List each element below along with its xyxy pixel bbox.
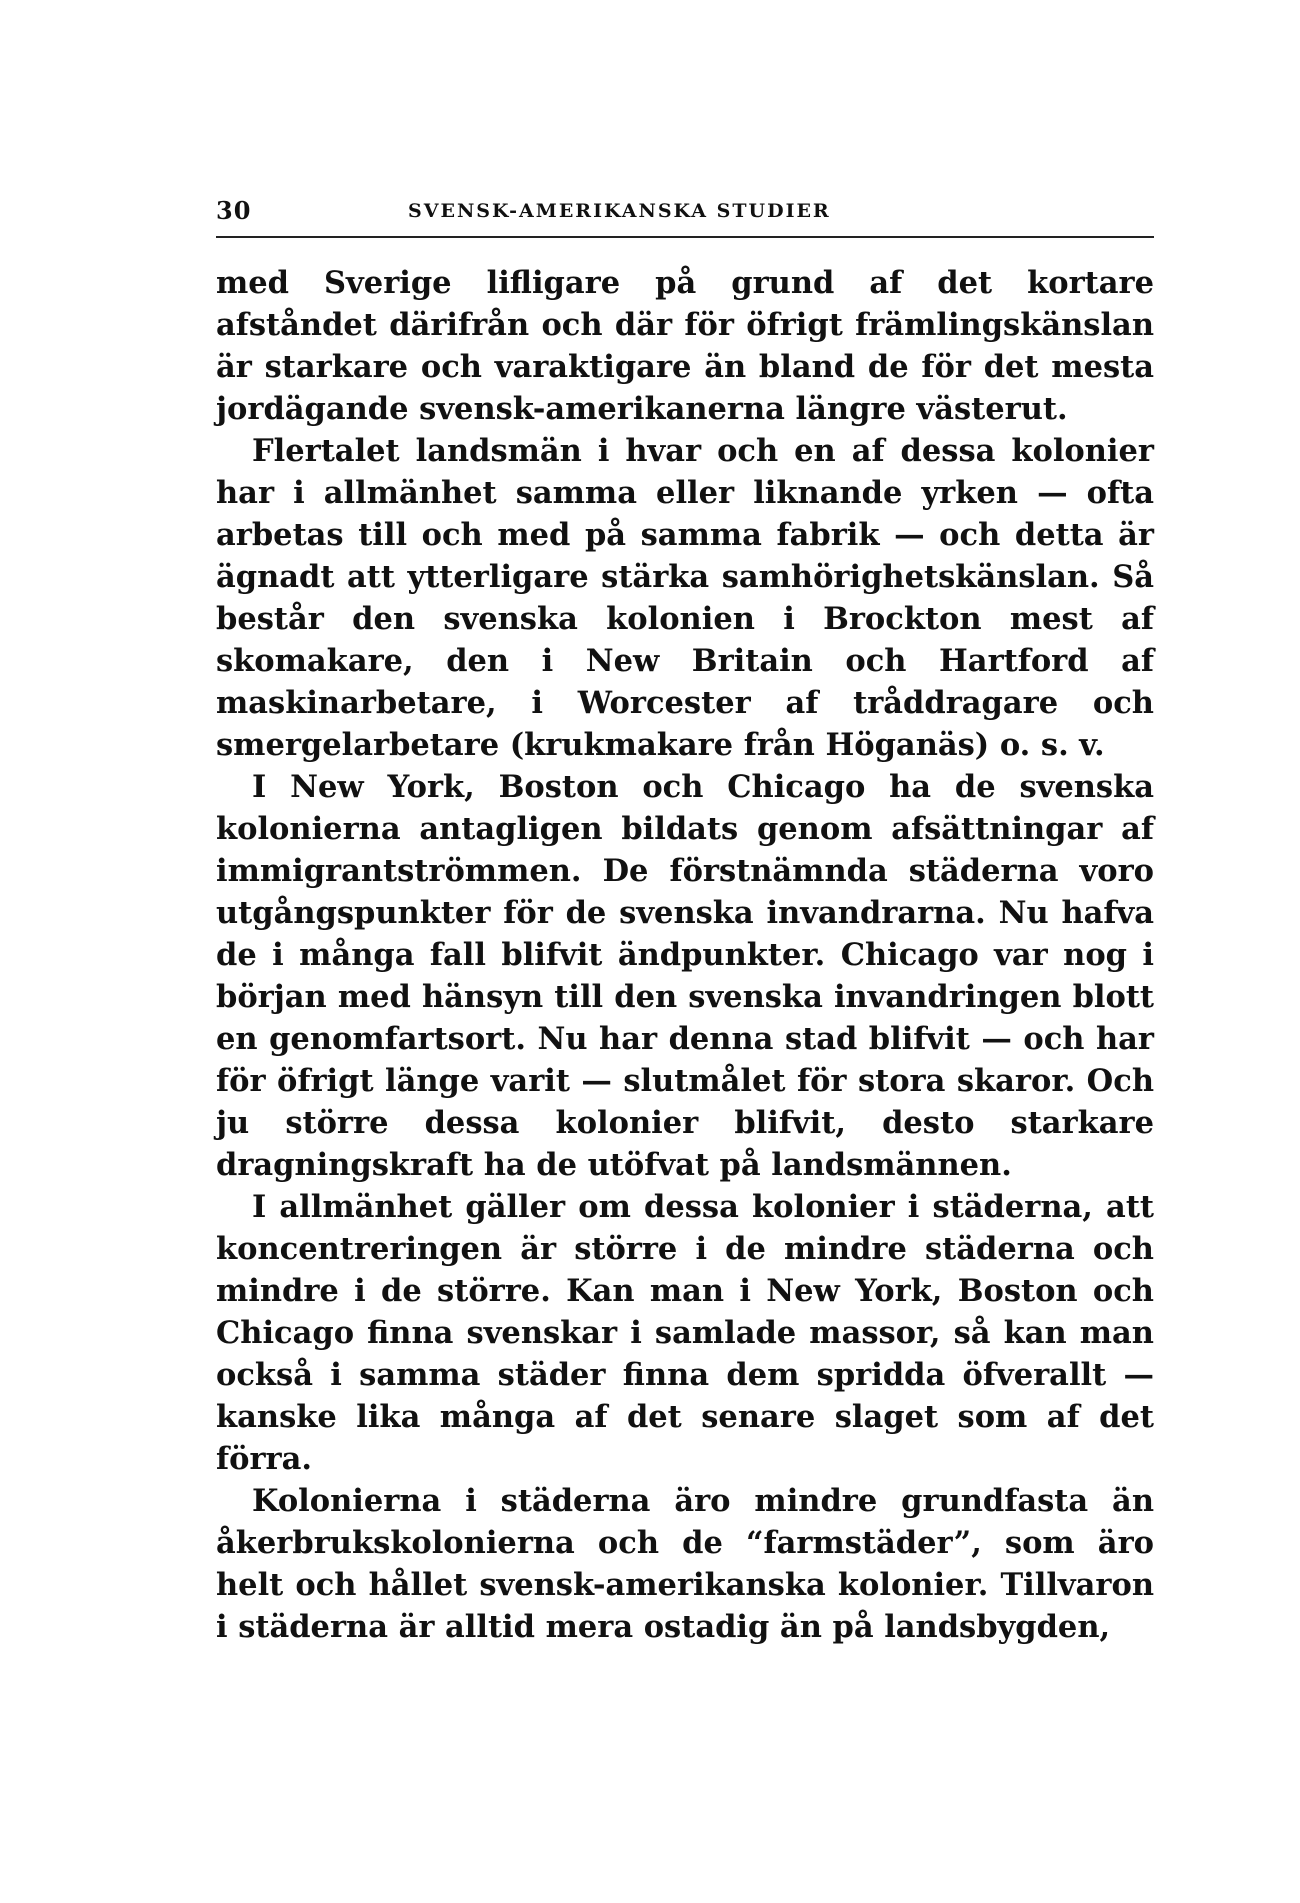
- paragraph: I New York, Boston och Chicago ha de svenska kolonierna antagligen bildats genom afsättningar af immigrantströmmen. De förstnämnda städerna voro utgångspunkter för de svenska invandrarna. Nu hafva de i många fall blifvit ändpunkter. Chicago var nog i början med hänsyn till den svenska invandringen blott en genomfartsort. Nu har denna stad blifvit — och har för öfrigt länge varit — slutmålet för stora skaror. Och ju större dessa kolonier blifvit, desto starkare dragningskraft ha de utöfvat på landsmännen.: [216, 769, 1154, 1183]
- paragraph: Kolonierna i städerna äro mindre grundfasta än åkerbrukskolonierna och de “farmstäder”, som äro helt och hållet svensk-amerikanska kolonier. Tillvaron i städerna är alltid mera ostadig än på landsbygden,: [216, 1483, 1154, 1645]
- running-header: [216, 196, 1154, 238]
- paragraph: I allmänhet gäller om dessa kolonier i städerna, att koncentreringen är större i de mindre städerna och mindre i de större. Kan man i New York, Boston och Chicago finna svenskar i samlade massor, så kan man också i samma städer finna dem spridda öfverallt — kanske lika många af det senare slaget som af det förra.: [216, 1189, 1154, 1477]
- page-number: 30: [216, 196, 252, 225]
- body-text: [216, 262, 1154, 1648]
- paragraph-continuation: med Sverige lifligare på grund af det kortare afståndet därifrån och där för öfrigt främlingskänslan är starkare och varaktigare än bland de för det mesta jordägande svensk-amerikanerna längre västerut.: [216, 265, 1154, 427]
- paragraph: Flertalet landsmän i hvar och en af dessa kolonier har i allmänhet samma eller liknande yrken — ofta arbetas till och med på samma fabrik — och detta är ägnadt att ytterligare stärka samhörighetskänslan. Så består den svenska kolonien i Brockton mest af skomakare, den i New Britain och Hartford af maskinarbetare, i Worcester af tråddragare och smergelarbetare (krukmakare från Höganäs) o. s. v.: [216, 433, 1154, 763]
- running-title: SVENSK-AMERIKANSKA STUDIER: [408, 200, 831, 222]
